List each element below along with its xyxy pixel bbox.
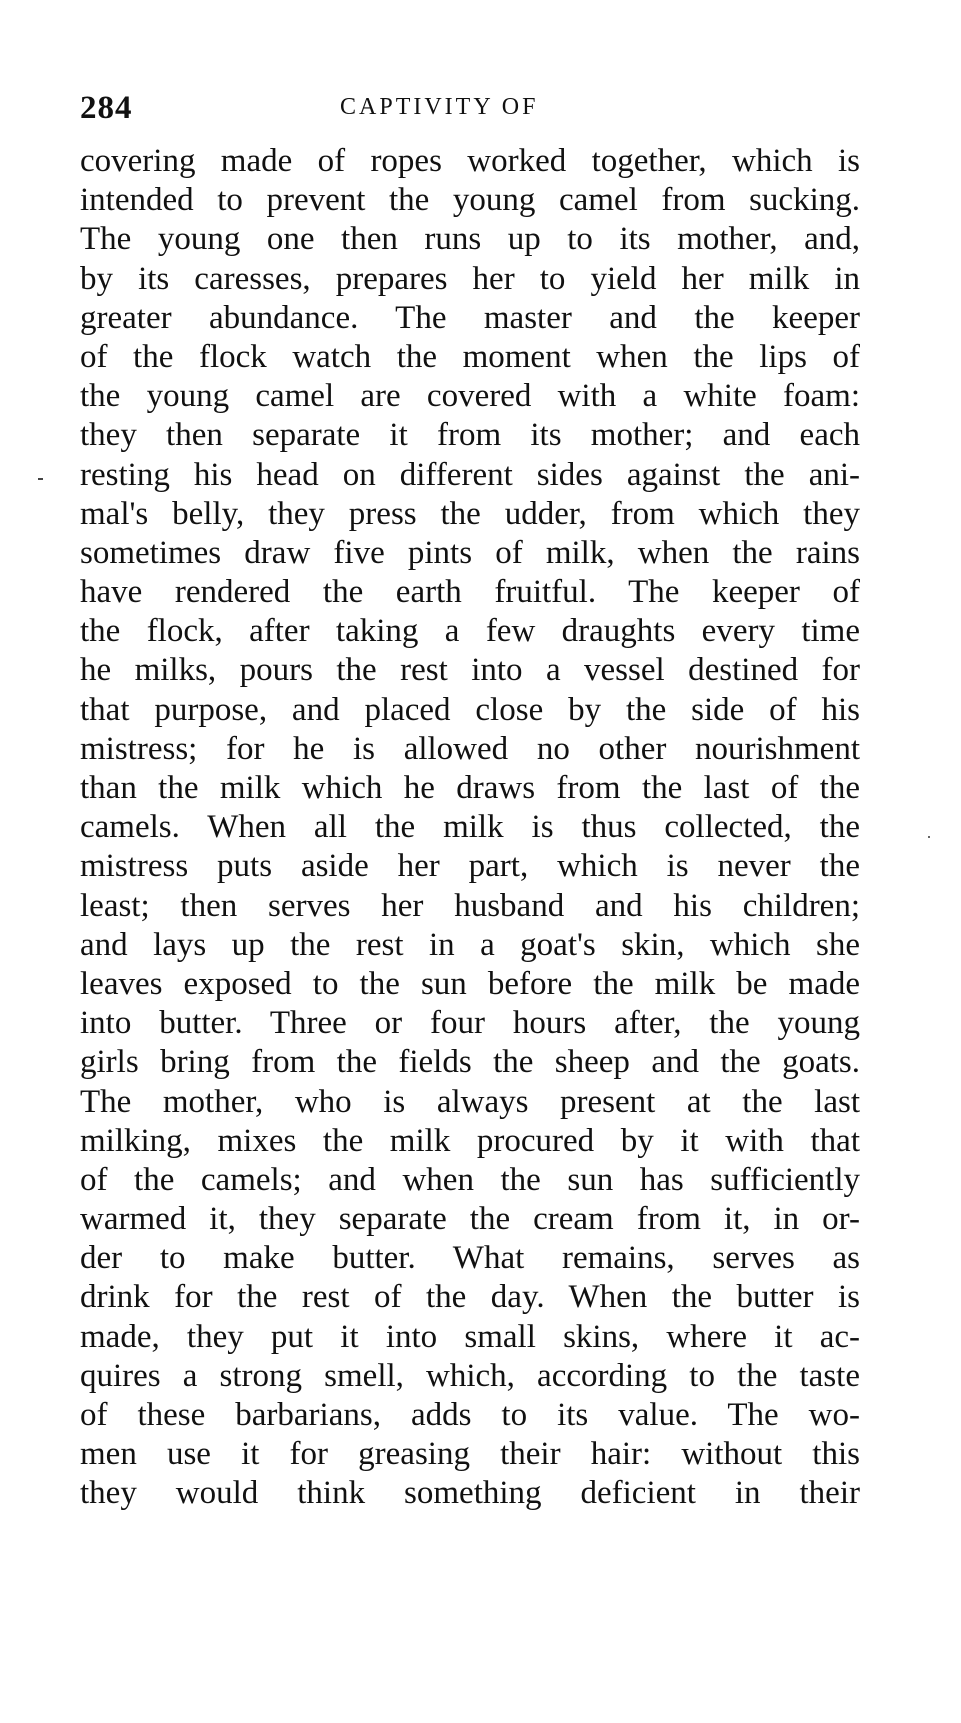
text-line: into butter. Three or four hours after, the young (80, 1005, 860, 1042)
text-line: milking, mixes the milk procured by it with that (80, 1122, 860, 1159)
text-line: of the camels; and when the sun has sufficiently (80, 1161, 860, 1198)
text-line: they would think something deficient in their (80, 1475, 860, 1512)
text-line: der to make butter. What remains, serves as (80, 1240, 860, 1277)
text-line: drink for the rest of the day. When the butter is (80, 1279, 860, 1316)
text-line: of these barbarians, adds to its value. The wo- (80, 1397, 860, 1433)
margin-mark (38, 478, 43, 480)
text-line: that purpose, and placed close by the side of his (80, 691, 860, 728)
text-line: camels. When all the milk is thus collected, the (80, 809, 860, 846)
text-line: mistress; for he is allowed no other nourishment (80, 730, 860, 767)
text-line: quires a strong smell, which, according to the taste (80, 1357, 860, 1394)
text-line: sometimes draw five pints of milk, when the rains (80, 534, 860, 571)
text-line: the young camel are covered with a white foam: (80, 378, 860, 415)
text-line: warmed it, they separate the cream from it, in or- (80, 1201, 860, 1238)
text-line: and lays up the rest in a goat's skin, which she (80, 926, 860, 963)
page-header (80, 90, 860, 130)
text-line: covering made of ropes worked together, which is (80, 143, 860, 179)
text-line: mal's belly, they press the udder, from which they (80, 495, 860, 532)
text-line: than the milk which he draws from the last of the (80, 770, 860, 806)
text-line: The mother, who is always present at the last (80, 1083, 860, 1120)
text-line: made, they put it into small skins, where it ac- (80, 1318, 860, 1355)
text-line: leaves exposed to the sun before the milk be made (80, 965, 860, 1002)
text-line: least; then serves her husband and his children; (80, 887, 860, 924)
text-line: resting his head on different sides against the ani- (80, 456, 860, 493)
text-line: the flock, after taking a few draughts every time (80, 613, 860, 650)
text-line: mistress puts aside her part, which is never the (80, 848, 860, 885)
text-line: they then separate it from its mother; and each (80, 417, 860, 454)
text-line: by its caresses, prepares her to yield her milk in (80, 260, 860, 297)
text-line: he milks, pours the rest into a vessel destined for (80, 652, 860, 689)
text-line: have rendered the earth fruitful. The keeper of (80, 574, 860, 611)
margin-speck (928, 836, 930, 838)
text-line: intended to prevent the young camel from sucking. (80, 182, 860, 219)
text-line: girls bring from the fields the sheep and the goats. (80, 1044, 860, 1081)
text-line: greater abundance. The master and the keeper (80, 299, 860, 336)
text-line: The young one then runs up to its mother, and, (80, 221, 860, 258)
running-head: CAPTIVITY OF (340, 94, 539, 120)
body-text (80, 142, 860, 1514)
text-line: of the flock watch the moment when the lips of (80, 338, 860, 375)
text-line: men use it for greasing their hair: without this (80, 1436, 860, 1473)
page-number: 284 (80, 90, 133, 126)
